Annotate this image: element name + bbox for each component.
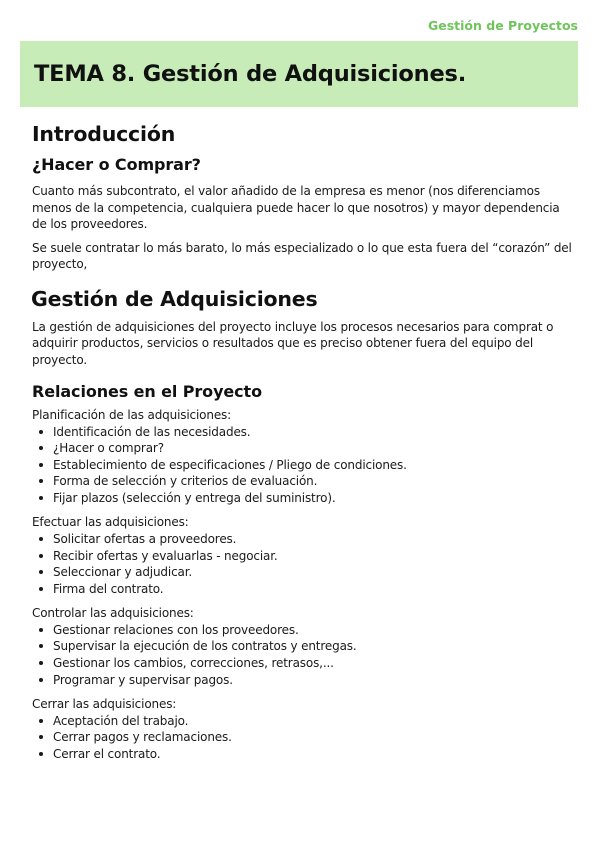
bullet-icon xyxy=(39,735,43,739)
list-item xyxy=(32,440,572,457)
gestion-paragraph: La gestión de adquisiciones del proyecto incluye los procesos necesarios para comprat o adquirir productos, servicios o resultados que es preciso obtener fuera del equipo del proyecto. xyxy=(32,319,554,367)
bullet-icon xyxy=(39,496,43,500)
list-item xyxy=(32,746,572,763)
bullet-icon xyxy=(39,661,43,665)
title-band xyxy=(20,41,578,107)
list-item-text: Programar y supervisar pagos. xyxy=(53,672,233,687)
list-item-text: Cerrar pagos y reclamaciones. xyxy=(53,730,232,745)
list-item-text: Firma del contrato. xyxy=(53,581,164,596)
list-item xyxy=(32,424,572,441)
group-intro: Efectuar las adquisiciones: xyxy=(32,515,189,530)
list-item-text: Forma de selección y criterios de evaluación. xyxy=(53,474,318,489)
running-header: Gestión de Proyectos xyxy=(427,18,578,33)
bullet-icon xyxy=(39,430,43,434)
list-item xyxy=(32,564,572,581)
bullet-icon xyxy=(39,479,43,483)
list-item xyxy=(32,457,572,474)
controlar-group xyxy=(32,605,572,688)
bullet-icon xyxy=(39,554,43,558)
intro-paragraph-2: Se suele contratar lo más barato, lo más especializado o lo que esta fuera del “corazón” del proyecto, xyxy=(32,240,572,271)
list-item xyxy=(32,548,572,565)
bullet-icon xyxy=(39,678,43,682)
bullet-icon xyxy=(39,570,43,574)
list-item xyxy=(32,531,572,548)
list-item xyxy=(32,638,572,655)
bullet-list xyxy=(32,622,572,688)
document-body xyxy=(32,120,572,763)
list-item xyxy=(32,490,572,507)
bullet-icon xyxy=(39,446,43,450)
list-item-text: Cerrar el contrato. xyxy=(53,746,161,761)
bullet-icon xyxy=(39,719,43,723)
bullet-icon xyxy=(39,537,43,541)
group-intro: Planificación de las adquisiciones: xyxy=(32,408,232,422)
list-item-text: Supervisar la ejecución de los contratos y entregas. xyxy=(53,639,357,654)
list-item xyxy=(32,655,572,672)
list-item xyxy=(32,672,572,689)
list-item-text: ¿Hacer o comprar? xyxy=(53,441,164,456)
bullet-icon xyxy=(39,587,43,591)
list-item-text: Aceptación del trabajo. xyxy=(53,713,189,728)
relaciones-heading: Relaciones en el Proyecto xyxy=(32,382,262,401)
bullet-list xyxy=(32,531,572,597)
list-item xyxy=(32,713,572,730)
bullet-icon xyxy=(39,644,43,648)
planificacion-group xyxy=(32,407,572,506)
list-item xyxy=(32,473,572,490)
group-intro: Controlar las adquisiciones: xyxy=(32,606,194,621)
intro-paragraph-1: Cuanto más subcontrato, el valor añadido de la empresa es menor (nos diferenciamos menos de la competencia, cualquiera puede hacer lo que nosotros) y mayor dependencia de los proveedores. xyxy=(32,184,560,231)
bullet-icon xyxy=(39,628,43,632)
list-item-text: Identificación de las necesidades. xyxy=(53,424,251,439)
bullet-icon xyxy=(39,463,43,467)
list-item-text: Recibir ofertas y evaluarlas - negociar. xyxy=(53,548,278,563)
list-item xyxy=(32,622,572,639)
list-item xyxy=(32,729,572,746)
bullet-icon xyxy=(39,752,43,756)
list-item-text: Gestionar relaciones con los proveedores. xyxy=(53,622,299,637)
list-item-text: Fijar plazos (selección y entrega del suministro). xyxy=(53,490,336,505)
bullet-list xyxy=(32,424,572,507)
list-item-text: Establecimiento de especificaciones / Pliego de condiciones. xyxy=(53,457,407,472)
list-item-text: Seleccionar y adjudicar. xyxy=(53,565,193,580)
gestion-heading: Gestión de Adquisiciones xyxy=(31,286,318,311)
list-item-text: Solicitar ofertas a proveedores. xyxy=(53,531,237,546)
list-item-text: Gestionar los cambios, correcciones, retrasos,... xyxy=(53,656,334,671)
hacer-comprar-heading: ¿Hacer o Comprar? xyxy=(32,155,201,174)
page-title: TEMA 8. Gestión de Adquisiciones. xyxy=(34,61,467,87)
bullet-list xyxy=(32,713,572,763)
group-intro: Cerrar las adquisiciones: xyxy=(32,697,177,712)
list-item xyxy=(32,581,572,598)
cerrar-group xyxy=(32,696,572,762)
efectuar-group xyxy=(32,514,572,597)
intro-heading: Introducción xyxy=(32,122,176,146)
